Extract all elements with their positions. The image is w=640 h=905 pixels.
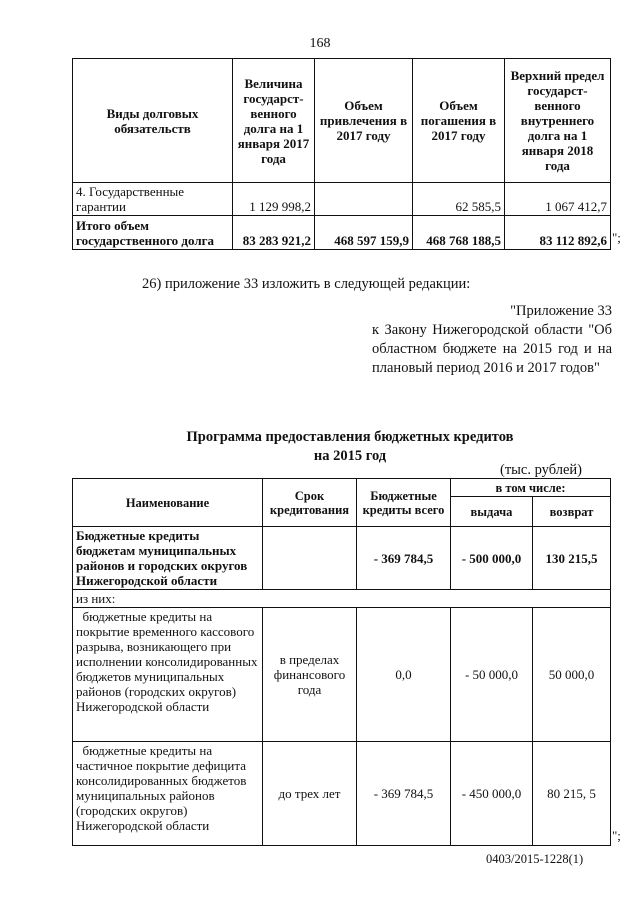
row-return: 50 000,0 bbox=[533, 608, 611, 742]
row-upper-limit: 1 067 412,7 bbox=[505, 183, 611, 216]
amendment-paragraph: 26) приложение 33 изложить в следующей редакции: bbox=[142, 276, 471, 292]
document-code: 0403/2015-1228(1) bbox=[486, 852, 584, 866]
row-return: 130 215,5 bbox=[533, 527, 611, 590]
row-term: до трех лет bbox=[263, 742, 357, 846]
row-return: 80 215, 5 bbox=[533, 742, 611, 846]
header-return: возврат bbox=[533, 497, 611, 527]
table-row bbox=[73, 527, 611, 590]
header-name: Наименование bbox=[73, 479, 263, 527]
row-debt-start: 83 283 921,2 bbox=[233, 216, 315, 250]
header-including: в том числе: bbox=[451, 479, 611, 497]
header-debt-start: Величина государст-венного долга на 1 января 2017 года bbox=[233, 59, 315, 183]
row-issue: - 50 000,0 bbox=[451, 608, 533, 742]
debt-table-header-row bbox=[73, 59, 611, 183]
table-row bbox=[73, 183, 611, 216]
closing-quote: "; bbox=[612, 828, 621, 843]
appendix-reference bbox=[372, 302, 612, 378]
header-total: Бюджетные кредиты всего bbox=[357, 479, 451, 527]
row-total: - 369 784,5 bbox=[357, 527, 451, 590]
row-total: 0,0 bbox=[357, 608, 451, 742]
table-row bbox=[73, 590, 611, 608]
header-term: Срок кредитования bbox=[263, 479, 357, 527]
credit-table bbox=[72, 478, 611, 846]
row-name: 4. Государственные гарантии bbox=[73, 183, 233, 216]
page-number: 168 bbox=[309, 36, 331, 51]
table-row-total bbox=[73, 216, 611, 250]
row-borrowing: 468 597 159,9 bbox=[315, 216, 413, 250]
row-subheading: из них: bbox=[73, 590, 611, 608]
program-title-line-1: Программа предоставления бюджетных кредитов bbox=[186, 429, 514, 445]
row-repayment: 62 585,5 bbox=[413, 183, 505, 216]
credit-header-row-1 bbox=[73, 479, 611, 497]
header-debt-type: Виды долговых обязательств bbox=[73, 59, 233, 183]
row-debt-start: 1 129 998,2 bbox=[233, 183, 315, 216]
row-repayment: 468 768 188,5 bbox=[413, 216, 505, 250]
debt-table bbox=[72, 58, 611, 250]
row-name: Бюджетные кредиты бюджетам муниципальных районов и городских округов Нижегородской области bbox=[73, 527, 263, 590]
appendix-line-1: "Приложение 33 bbox=[510, 303, 612, 319]
program-title bbox=[0, 428, 640, 466]
row-name: Итого объем государственного долга bbox=[73, 216, 233, 250]
closing-quote: "; bbox=[612, 230, 621, 245]
appendix-line-2: к Закону Нижегородской области "Об областном бюджете на 2015 год и на плановый период 2016 и 2017 годов" bbox=[372, 322, 612, 376]
table-row bbox=[73, 608, 611, 742]
header-repayment: Объем погашения в 2017 году bbox=[413, 59, 505, 183]
row-name: бюджетные кредиты на покрытие временного кассового разрыва, возникающего при исполнении консолидированных бюджетов муниципальных районов (городских округов) Нижегородской области bbox=[73, 608, 263, 742]
header-upper-limit: Верхний предел государст-венного внутреннего долга на 1 января 2018 года bbox=[505, 59, 611, 183]
row-total: - 369 784,5 bbox=[357, 742, 451, 846]
program-title-line-2: на 2015 год bbox=[313, 448, 387, 464]
row-term bbox=[263, 527, 357, 590]
row-term: в пределах финансового года bbox=[263, 608, 357, 742]
row-upper-limit: 83 112 892,6 bbox=[505, 216, 611, 250]
row-issue: - 450 000,0 bbox=[451, 742, 533, 846]
header-borrowing: Объем привлечения в 2017 году bbox=[315, 59, 413, 183]
table-row bbox=[73, 742, 611, 846]
header-issue: выдача bbox=[451, 497, 533, 527]
row-issue: - 500 000,0 bbox=[451, 527, 533, 590]
row-name: бюджетные кредиты на частичное покрытие дефицита консолидированных бюджетов муниципальных районов (городских округов) Нижегородской области bbox=[73, 742, 263, 846]
units-label: (тыс. рублей) bbox=[500, 462, 582, 478]
row-borrowing bbox=[315, 183, 413, 216]
